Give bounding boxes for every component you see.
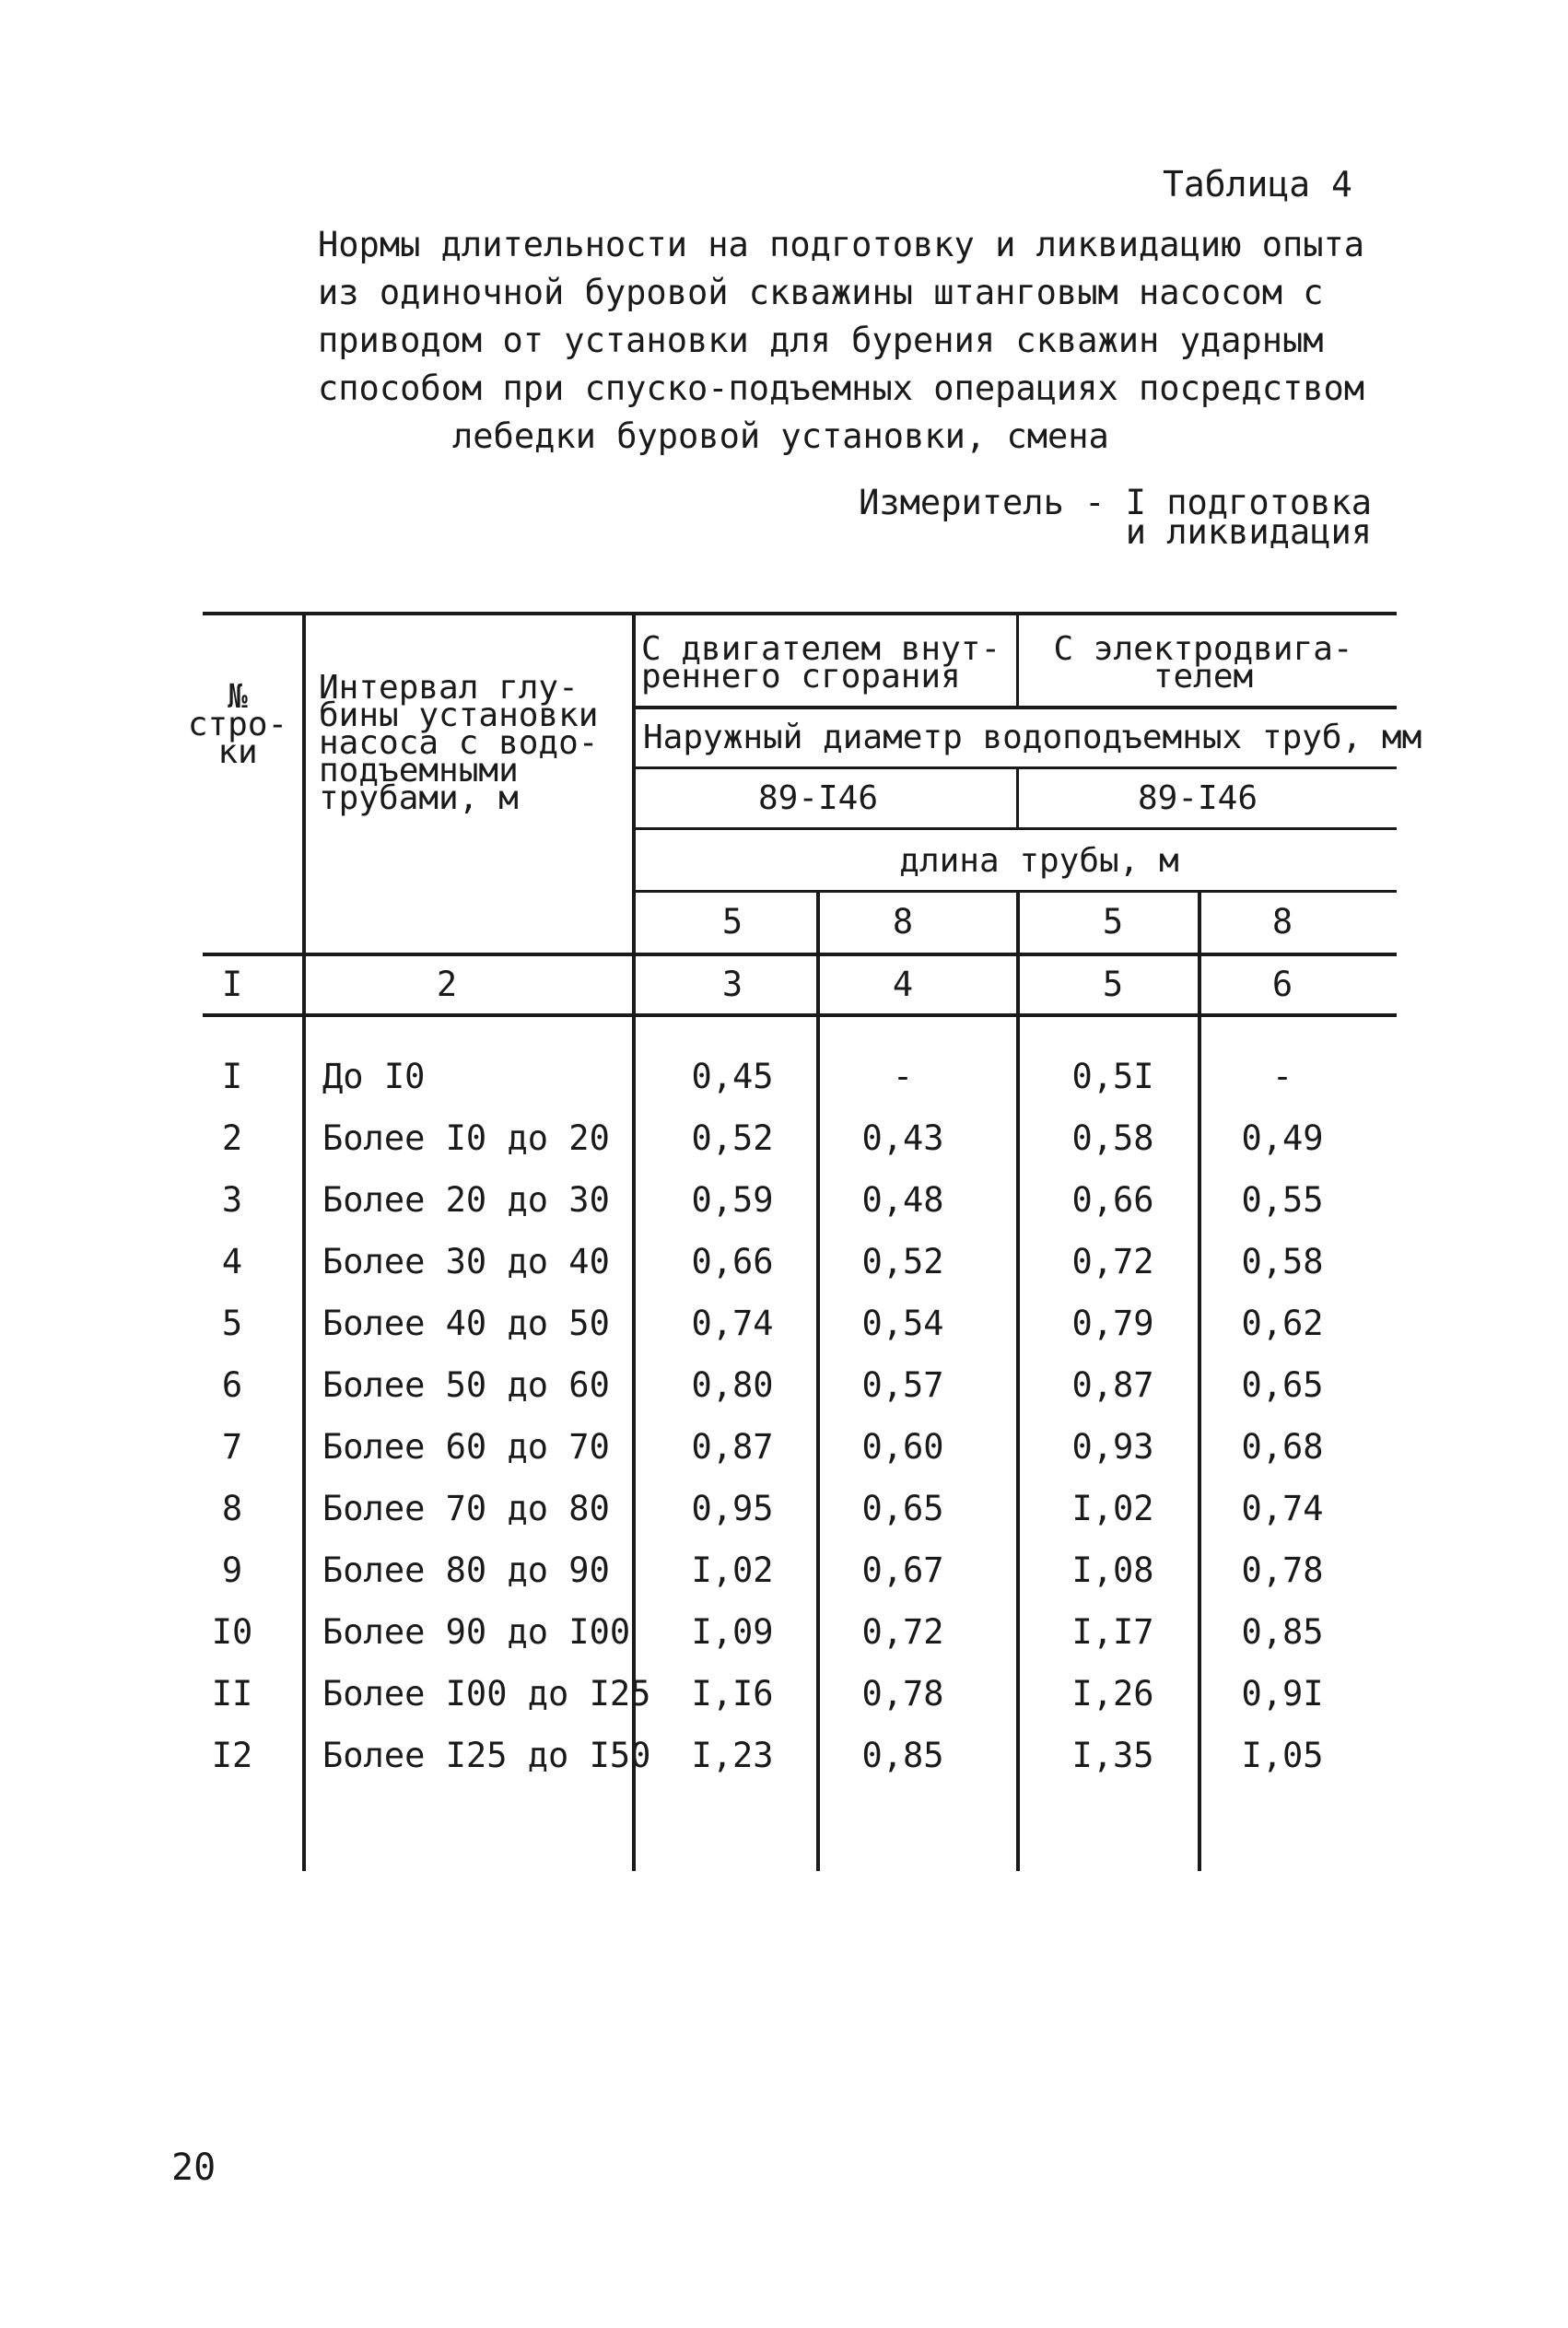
row-number: 3 [221,1180,243,1220]
header-line: насоса с водо- [319,724,599,762]
header-interval [319,669,599,817]
header-line: телем [1153,658,1254,696]
row-number: I [221,1057,243,1096]
norm-value: 0,5I [1071,1057,1154,1096]
row-number: 6 [221,1365,243,1405]
header-line: С электродвига- [1053,630,1353,668]
row-number: 7 [221,1427,243,1467]
header-length: 5 [1102,902,1124,942]
column-numbers-border [203,1013,1397,1017]
norm-value: 0,78 [1241,1550,1324,1590]
norm-value: 0,55 [1241,1180,1324,1220]
header-outer-diameter: Наружный диаметр водоподъемных труб, мм [643,719,1422,756]
norm-value: 0,72 [1071,1242,1154,1281]
norm-value: I,I7 [1071,1612,1154,1652]
depth-interval: Более 70 до 80 [322,1489,610,1528]
depth-interval: Более 30 до 40 [322,1242,610,1281]
norm-value: I,23 [691,1736,774,1775]
norm-value: I,08 [1071,1550,1154,1590]
norm-value: I,I6 [691,1674,774,1714]
depth-interval: Более I25 до I50 [322,1736,651,1775]
norm-value: 0,58 [1071,1118,1154,1158]
measure-line: и ликвидация [1125,512,1372,552]
norm-value: 0,52 [861,1242,944,1281]
norm-value: 0,93 [1071,1427,1154,1467]
norm-value: 0,72 [861,1612,944,1652]
header-divider [634,890,1397,893]
norm-value: 0,48 [861,1180,944,1220]
header-line: № [228,678,248,716]
depth-interval: Более 20 до 30 [322,1180,610,1220]
column-number: 6 [1271,965,1293,1004]
header-line: С двигателем внут- [641,630,1001,668]
header-length: 8 [892,902,914,942]
header-line: трубами, м [319,779,519,817]
norm-value: 0,85 [861,1736,944,1775]
norm-value: - [892,1057,914,1096]
table-title [318,221,1364,461]
norm-value: - [1271,1057,1293,1096]
norm-value: 0,87 [691,1427,774,1467]
column-number: 2 [436,965,458,1004]
table-label: Таблица 4 [1163,164,1352,205]
column-divider [1016,890,1020,1871]
row-number: I2 [211,1736,253,1775]
norm-value: 0,79 [1071,1304,1154,1343]
norm-value: 0,59 [691,1180,774,1220]
norm-value: 0,45 [691,1057,774,1096]
header-diameter-left: 89-I46 [757,779,879,817]
norm-value: 0,49 [1241,1118,1324,1158]
row-number: I0 [211,1612,253,1652]
row-number: 8 [221,1489,243,1528]
depth-interval: Более 50 до 60 [322,1365,610,1405]
page-number: 20 [171,2147,216,2189]
header-pipe-length: длина трубы, м [899,842,1179,880]
norm-value: I,35 [1071,1736,1154,1775]
depth-interval: До I0 [322,1057,426,1096]
norm-value: I,02 [1071,1489,1154,1528]
row-number: II [211,1674,253,1714]
norm-value: 0,66 [1071,1180,1154,1220]
norm-value: 0,78 [861,1674,944,1714]
norm-value: 0,58 [1241,1242,1324,1281]
header-length: 8 [1271,902,1293,942]
norm-value: 0,62 [1241,1304,1324,1343]
norm-value: 0,9I [1241,1674,1324,1714]
header-divider [634,827,1397,830]
column-divider [302,614,306,1871]
norm-value: 0,74 [691,1304,774,1343]
norm-value: 0,67 [861,1550,944,1590]
title-line: Нормы длительности на подготовку и ликвидацию опыта [318,225,1365,264]
depth-interval: Более 90 до I00 [322,1612,631,1652]
norm-value: 0,68 [1241,1427,1324,1467]
depth-interval: Более I00 до I25 [322,1674,651,1714]
header-divider [634,706,1397,709]
column-divider [1016,768,1019,829]
row-number: 2 [221,1118,243,1158]
header-electric-motor [1053,630,1353,696]
header-line: ки [217,733,258,771]
norm-value: 0,43 [861,1118,944,1158]
row-number: 5 [221,1304,243,1343]
column-divider [816,890,820,1871]
column-number: 4 [892,965,914,1004]
title-line: способом при спуско-подъемных операциях посредством [318,369,1365,408]
header-line: стро- [187,706,288,743]
header-internal-combustion [641,630,1001,696]
depth-interval: Более 60 до 70 [322,1427,610,1467]
depth-interval: Более 40 до 50 [322,1304,610,1343]
norm-value: 0,87 [1071,1365,1154,1405]
norm-value: 0,95 [691,1489,774,1528]
row-number: 4 [221,1242,243,1281]
norm-value: 0,85 [1241,1612,1324,1652]
norm-value: I,09 [691,1612,774,1652]
norm-value: 0,60 [861,1427,944,1467]
header-divider [634,766,1397,769]
column-number: I [221,965,243,1004]
norm-value: I,26 [1071,1674,1154,1714]
depth-interval: Более 80 до 90 [322,1550,610,1590]
norm-value: 0,65 [861,1489,944,1528]
table-top-border [203,612,1397,615]
header-diameter-right: 89-I46 [1137,779,1258,817]
column-divider [1198,890,1201,1871]
header-bottom-border [203,953,1397,956]
header-line: бины установки [319,696,599,734]
measurement-unit [859,483,1372,552]
norm-value: 0,74 [1241,1489,1324,1528]
norm-value: 0,80 [691,1365,774,1405]
column-divider [1016,614,1019,709]
header-row-number [187,678,288,771]
column-number: 5 [1102,965,1124,1004]
title-line: лебедки буровой установки, смена [452,416,1109,456]
header-line: Интервал глу- [319,669,579,707]
header-line: подъемными [319,752,519,790]
header-line: реннего сгорания [641,658,961,696]
norm-value: I,02 [691,1550,774,1590]
header-length: 5 [721,902,743,942]
norm-value: 0,57 [861,1365,944,1405]
title-line: приводом от установки для бурения скважин ударным [318,321,1324,360]
norm-value: I,05 [1241,1736,1324,1775]
measure-line: Измеритель - I подготовка [859,483,1372,522]
norm-value: 0,52 [691,1118,774,1158]
depth-interval: Более I0 до 20 [322,1118,610,1158]
norm-value: 0,65 [1241,1365,1324,1405]
row-number: 9 [221,1550,243,1590]
column-number: 3 [721,965,743,1004]
norm-value: 0,66 [691,1242,774,1281]
norm-value: 0,54 [861,1304,944,1343]
title-line: из одиночной буровой скважины штанговым насосом с [318,273,1324,312]
